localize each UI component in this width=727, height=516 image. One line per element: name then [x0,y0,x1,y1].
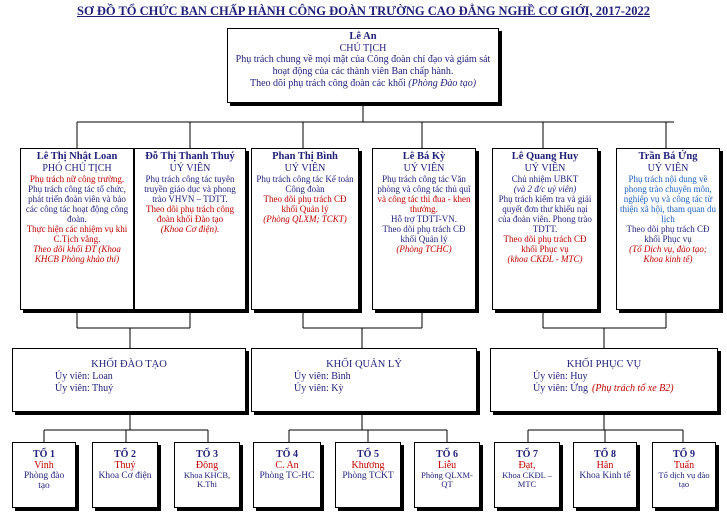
team-box-2 [92,442,158,508]
team-box-9 [652,442,716,508]
team-heading: TỔ 5 [357,449,379,460]
team-unit: Phòng TC-HC [259,471,315,481]
team-leader: Hân [596,460,614,471]
member-duty: Thực hiện các nhiệm vụ khi C.Tịch vắng. [26,224,128,244]
team-heading: TỔ 6 [436,449,458,460]
team-box-7 [494,442,560,508]
member-duty: Theo dõi phụ trách CĐ khối Phục vụ [626,224,710,244]
member-name: Trần Bá Ứng [638,151,698,162]
team-unit: Khoa Kinh tế [579,471,631,481]
team-leader: Khương [351,460,385,471]
group-title: KHỐI ĐÀO TẠO [91,359,167,370]
member-box-4 [372,148,476,310]
member-name: Lê Bá Kỳ [402,151,446,162]
member-duty: (khoa CKĐL - MTC) [507,254,583,264]
member-duty: Theo dõi khối ĐT (Khoa KHCB Phòng khảo thí) [33,244,121,264]
chairman-name: Lê An [349,31,377,42]
team-box-8 [573,442,637,508]
member-duty: Chủ nhiệm UBKT [511,174,579,184]
team-unit: Khoa Cơ điện [98,471,152,481]
team-unit: Phòng đào tạo [23,471,65,491]
member-duty: Phụ trách công tác Văn phòng và công tác thủ quĩ [377,174,471,194]
member-duty: (Tổ Dịch vụ, đào tạo; Khoa kinh tế) [629,244,707,264]
group-title: KHỐI QUẢN LÝ [326,359,402,370]
member-duty: (Phòng TCHC) [396,244,452,254]
member-duty: Phụ trách công tác tổ chức, phát triển đoàn viên và bảo các công tác hoạt động công đoàn. [25,184,129,224]
team-unit: Phòng QLXM-QT [421,470,473,489]
group-member-2 [491,383,717,395]
team-box-1 [12,442,76,508]
member-duty: Theo dõi phụ trách CĐ khối Quản lý [263,194,347,214]
chairman-role: CHỦ TỊCH [339,43,387,54]
team-box-5 [335,442,401,508]
member-role: PHÓ CHỦ TỊCH [42,163,112,174]
member-box-6 [616,148,720,310]
member-duty: và công tác thi đua - khen thưởng. [377,194,471,214]
group-member-1: Ủy viên: Bình [294,371,351,382]
chairman-desc-2: Theo dõi phụ trách công đoàn các khối (Phòng Đào tạo) [249,78,477,89]
group-box-3 [490,348,718,412]
member-name: Phan Thị Bình [272,151,338,162]
group-note: (Phụ trách tổ xe B2) [591,383,674,394]
member-duty: Hỗ trợ TDTT-VN. [390,214,457,224]
member-duty: Theo dõi phụ trách CĐ khối Phục vụ [503,234,587,254]
team-box-3 [174,442,240,508]
team-heading: TỔ 3 [196,449,218,460]
member-role: UỶ VIÊN [647,163,689,174]
diagram-title: SƠ ĐỒ TỔ CHỨC BAN CHẤP HÀNH CÔNG ĐOÀN TRƯỜNG CAO ĐẲNG NGHỀ CƠ GIỚI, 2017-2022 [77,4,650,18]
team-leader: Liễu [437,460,457,471]
team-box-4 [253,442,321,508]
member-duty: Phụ trách nội dung về phong trào chuyên môn, nghiệp vụ và công tác từ thiện xã hội, tham quan du lịch [620,174,716,224]
member-name: Đỗ Thị Thanh Thuý [145,151,235,162]
team-heading: TỔ 9 [673,449,695,460]
group-member-2-text: Ủy viên: Ứng [533,383,588,394]
member-role: UỶ VIÊN [169,163,211,174]
group-member-2 [252,383,476,395]
team-unit: Phòng TCKT [342,471,394,481]
member-duty: Phụ trách nữ công trường. [29,174,125,184]
group-member-2 [13,383,245,395]
team-leader: Đông [195,460,219,471]
team-heading: TỔ 1 [33,449,55,460]
team-unit: Tổ dịch vụ đào tạo [658,470,710,489]
member-duty: (Phòng QLXM; TCKT) [263,214,347,224]
member-duty: Phụ trách công tác Kế toán Công đoàn [256,174,354,194]
member-name: Lê Quang Huy [511,151,579,162]
member-duty: Phụ trách kiểm tra và giải quyết đơn thư khiếu nại của đoàn viên. Phong trào TDTT. [498,194,592,234]
member-duty: Phụ trách công tác tuyên truyền giáo dục và phong trào VHVN – TDTT. [144,174,236,204]
member-role: UỶ VIÊN [403,163,445,174]
group-member-1: Ủy viên: Huy [533,371,588,382]
group-member-2-text: Ủy viên: Kỳ [294,383,344,394]
group-member-2-text: Ủy viên: Thuý [55,383,114,394]
member-role: UỶ VIÊN [524,163,566,174]
member-duty: Theo dõi phụ trách CĐ khối Quản lý [382,224,466,244]
group-member-1: Ủy viên: Loan [55,371,113,382]
team-leader: C. An [275,460,299,471]
team-leader: Đạt, [518,460,536,471]
team-heading: TỔ 8 [594,449,616,460]
group-title: KHỐI PHỤC VỤ [566,359,642,370]
member-name: Lê Thị Nhật Loan [36,151,118,162]
member-duty: (Khoa Cơ điện). [160,224,220,234]
team-box-6 [414,442,480,508]
team-heading: TỔ 4 [276,449,298,460]
team-leader: Vinh [34,460,54,471]
group-box-1 [12,348,246,412]
member-box-2 [134,148,246,310]
team-heading: TỔ 2 [114,449,136,460]
team-unit: Khoa KHCB, K.Thi [183,470,231,489]
member-role: UỶ VIÊN [284,163,326,174]
member-duty: (và 2 đ/c uỷ viên) [513,184,577,194]
member-box-1 [20,148,134,310]
member-box-5 [492,148,598,310]
member-duty: Theo dõi phụ trách công đoàn khối Đào tạo [146,204,234,224]
team-leader: Tuấn [673,460,695,471]
chairman-desc: Phụ trách chung về mọi mặt của Công đoàn chỉ đạo và giám sát hoạt động của các thành viên Ban chấp hành. [235,54,491,77]
chairman-box [227,28,499,103]
team-leader: Thuý [114,460,136,471]
team-heading: TỔ 7 [516,449,538,460]
member-box-3 [251,148,359,310]
group-box-2 [251,348,477,412]
team-unit: Khoa CKĐL – MTC [502,470,552,489]
